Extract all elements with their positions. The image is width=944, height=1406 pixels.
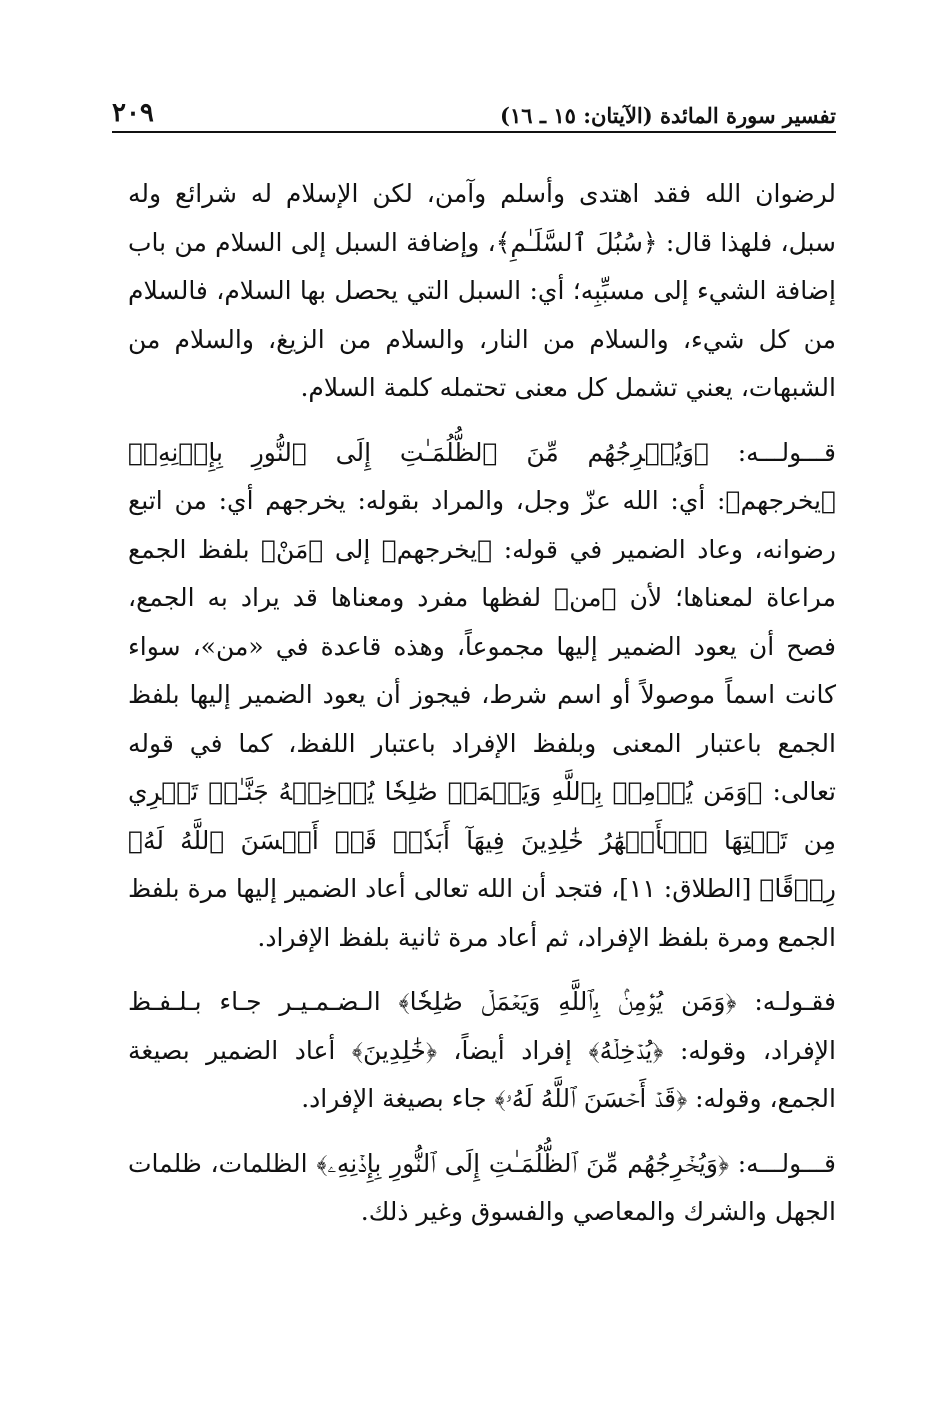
chapter-title: تفسير سورة المائدة (الآيتان: ١٥ ـ ١٦) <box>500 103 836 128</box>
page-number: ٢٠٩ <box>112 98 154 128</box>
paragraph-4: قـــولـــه: ﴿وَيُخۡرِجُهُم مِّنَ ٱلظُّلُمَـٰتِ إِلَى ٱلنُّورِ بِإِذۡنِهِۦ﴾ الظلمات، ظلمات الجهل والشرك والمعاصي والفسوق وغير ذلك. <box>128 1148 836 1226</box>
paragraph-2: قـــولـــه: ﴿وَيُخۡرِجُهُم مِّنَ ٱلظُّلُمَـٰتِ إِلَى ٱلنُّورِ بِإِذۡنِهِۦ﴾ ﴿يخرجهم﴾: أي: الله عزّ وجل، والمراد بقوله: يخرجهم أي: من اتبع رضوانه، وعاد الضمير في قوله: ﴿يخرجهم﴾ إلى ﴿مَنْ﴾ بلفظ الجمع مراعاة لمعناها؛ لأن ﴿من﴾ لفظها مفرد ومعناها قد يراد به الجمع، فصح أن يعود الضمير إليها مجموعاً، وهذه قاعدة في «من»، سواء كانت اسماً موصولاً أو اسم شرط، فيجوز أن يعود الضمير إليها بلفظ الجمع باعتبار المعنى وبلفظ الإفراد باعتبار اللفظ، كما في قوله تعالى: ﴿وَمَن يُؤۡمِنۢ بِٱللَّهِ وَيَعۡمَلۡ صَٰلِحٗا يُدۡخِلۡهُ جَنَّـٰتٖ تَجۡرِي مِن تَحۡتِهَا ٱلۡأَنۡهَٰرُ خَٰلِدِينَ فِيهَآ أَبَدٗاۖ قَدۡ أَحۡسَنَ ٱللَّهُ لَهُۥ رِزۡقًا﴾ [الطلاق: ١١]، فتجد أن الله تعالى أعاد الضمير إليها مرة بلفظ الجمع ومرة بلفظ الإفراد، ثم أعاد مرة ثانية بلفظ الإفراد. <box>128 437 836 952</box>
paragraph-1: لرضوان الله فقد اهتدى وأسلم وآمن، لكن الإسلام له شرائع وله سبل، فلهذا قال: ﴿سُبُلَ ٱلسَّلَـٰمِ﴾، وإضافة السبل إلى السلام من باب إضافة الشيء إلى مسبِّبِه؛ أي: السبل التي يحصل بها السلام، فالسلام من كل شيء، والسلام من النار، والسلام من الزيغ، والسلام من الشبهات، يعني تشمل كل معنى تحتمله كلمة السلام. <box>128 179 836 402</box>
paragraph-3: فقـولـه: ﴿وَمَن يُؤۡمِنۢ بِٱللَّهِ وَيَعۡمَلۡ صَٰلِحٗا﴾ الـضـمـيـر جـاء بـلـفـظ الإفراد، وقوله: ﴿يُدۡخِلۡهُ﴾ إفراد أيضاً، ﴿خَٰلِدِينَ﴾ أعاد الضمير بصيغة الجمع، وقوله: ﴿قَدۡ أَحۡسَنَ ٱللَّهُ لَهُۥ﴾ جاء بصيغة الإفراد. <box>128 987 836 1113</box>
running-header <box>112 92 836 128</box>
header-rule <box>112 131 836 133</box>
body-text <box>128 170 836 1237</box>
